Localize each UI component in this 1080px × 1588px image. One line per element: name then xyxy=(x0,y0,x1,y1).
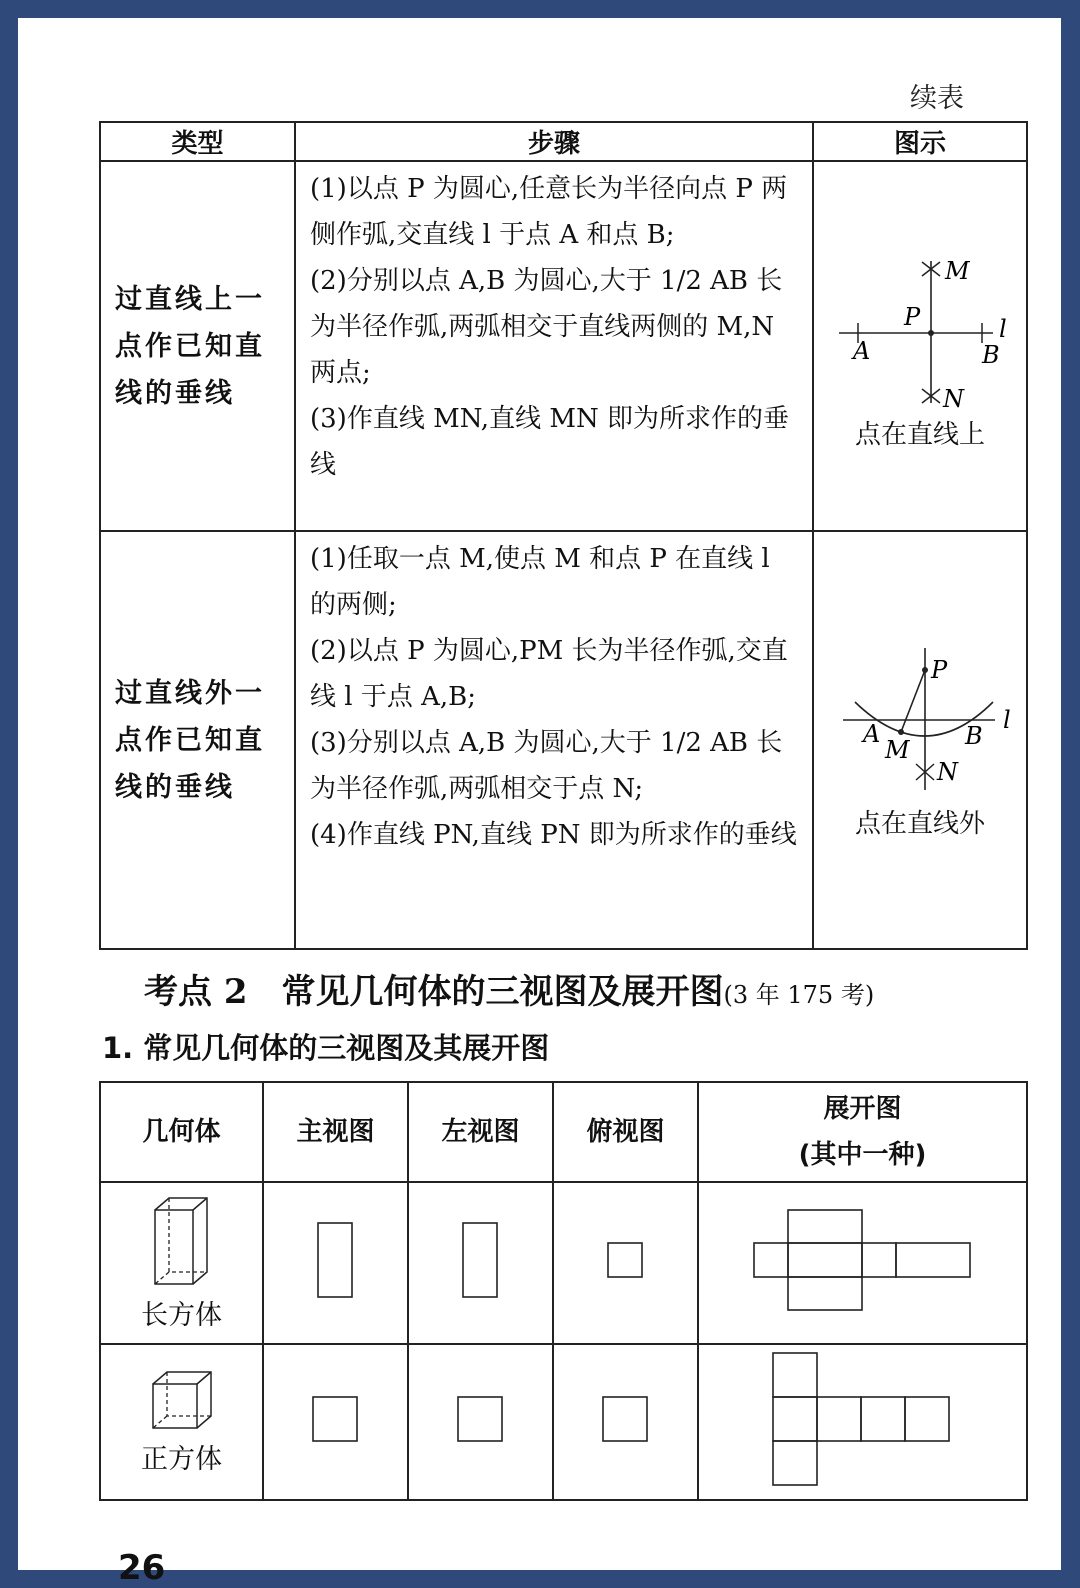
table-row xyxy=(100,1344,1027,1500)
step-2: (2)以点 P 为圆心,PM 长为半径作弧,交直线 l 于点 A,B; xyxy=(310,636,788,712)
solid-name: 长方体 xyxy=(141,1299,222,1331)
step-1: (1)任取一点 M,使点 M 和点 P 在直线 l 的两侧; xyxy=(310,544,770,620)
header-solid: 几何体 xyxy=(100,1082,263,1182)
step-4: (4)作直线 PN,直线 PN 即为所求作的垂线 xyxy=(310,820,797,850)
perpendicular-off-line-diagram xyxy=(825,640,1015,805)
rectangle-shape xyxy=(461,1221,501,1301)
label-M: M xyxy=(945,257,970,285)
diagram-cell xyxy=(813,161,1027,531)
front-view-cell xyxy=(263,1182,408,1344)
section-title-text: 考点 2 常见几何体的三视图及展开图 xyxy=(144,972,724,1012)
step-3: (3)分别以点 A,B 为圆心,大于 1/2 AB 长为半径作弧,两弧相交于点 N; xyxy=(310,728,783,804)
label-A: A xyxy=(863,720,881,748)
step-2: (2)分别以点 A,B 为圆心,大于 1/2 AB 长为半径作弧,两弧相交于直线两侧的 M,N 两点; xyxy=(310,266,783,388)
continued-label: 续表 xyxy=(910,83,964,114)
net-cell xyxy=(698,1182,1027,1344)
solid-cell xyxy=(100,1344,263,1500)
header-left-view: 左视图 xyxy=(408,1082,553,1182)
subsection-title: 1. 常见几何体的三视图及其展开图 xyxy=(102,1031,550,1065)
top-view-cell xyxy=(553,1344,698,1500)
table-row xyxy=(100,161,1027,531)
label-N: N xyxy=(943,385,964,413)
square-shape xyxy=(601,1395,651,1445)
square-shape xyxy=(311,1395,361,1445)
solids-table xyxy=(99,1081,1028,1501)
solid-cell xyxy=(100,1182,263,1344)
header-net xyxy=(698,1082,1027,1182)
diagram-cell xyxy=(813,531,1027,949)
left-view-cell xyxy=(408,1182,553,1344)
table-row xyxy=(100,1182,1027,1344)
header-net-line1: 展开图 xyxy=(823,1094,902,1124)
solid-name: 正方体 xyxy=(141,1443,222,1475)
type-label: 过直线外一点作已知直线的垂线 xyxy=(100,531,295,949)
header-top-view: 俯视图 xyxy=(553,1082,698,1182)
construction-table xyxy=(99,121,1028,950)
diagram-caption: 点在直线上 xyxy=(854,420,985,450)
section-title xyxy=(144,964,874,1013)
front-view-cell xyxy=(263,1344,408,1500)
table-header-row xyxy=(100,122,1027,161)
label-P: P xyxy=(931,656,948,684)
label-B: B xyxy=(982,341,1000,369)
square-shape xyxy=(456,1395,506,1445)
section-note: (3 年 175 考) xyxy=(723,981,875,1009)
label-N: N xyxy=(937,758,958,786)
cube-icon xyxy=(150,1369,214,1431)
steps-text xyxy=(295,531,813,949)
table-header-row xyxy=(100,1082,1027,1182)
net-cell xyxy=(698,1344,1027,1500)
perpendicular-on-line-diagram xyxy=(825,241,1015,416)
rectangle-shape xyxy=(316,1221,356,1301)
square-shape xyxy=(606,1241,646,1281)
step-1: (1)以点 P 为圆心,任意长为半径向点 P 两侧作弧,交直线 l 于点 A 和点 B; xyxy=(310,174,788,250)
header-steps: 步骤 xyxy=(295,122,813,161)
header-diagram: 图示 xyxy=(813,122,1027,161)
cuboid-icon xyxy=(152,1195,212,1287)
cube-net xyxy=(771,1351,955,1489)
page xyxy=(18,18,1061,1588)
header-net-line2: (其中一种) xyxy=(798,1140,927,1170)
top-view-cell xyxy=(553,1182,698,1344)
header-type: 类型 xyxy=(100,122,295,161)
step-3: (3)作直线 MN,直线 MN 即为所求作的垂线 xyxy=(310,404,789,480)
table-row xyxy=(100,531,1027,949)
steps-text xyxy=(295,161,813,531)
page-number: 26 xyxy=(118,1548,166,1588)
label-B: B xyxy=(965,722,983,750)
diagram-caption: 点在直线外 xyxy=(854,809,985,839)
left-view-cell xyxy=(408,1344,553,1500)
header-front-view: 主视图 xyxy=(263,1082,408,1182)
label-l: l xyxy=(1003,706,1011,734)
label-M: M xyxy=(885,736,910,764)
label-A: A xyxy=(853,337,871,365)
type-label: 过直线上一点作已知直线的垂线 xyxy=(100,161,295,531)
label-P: P xyxy=(904,303,921,331)
cuboid-net xyxy=(752,1208,974,1314)
label-l: l xyxy=(999,315,1007,343)
